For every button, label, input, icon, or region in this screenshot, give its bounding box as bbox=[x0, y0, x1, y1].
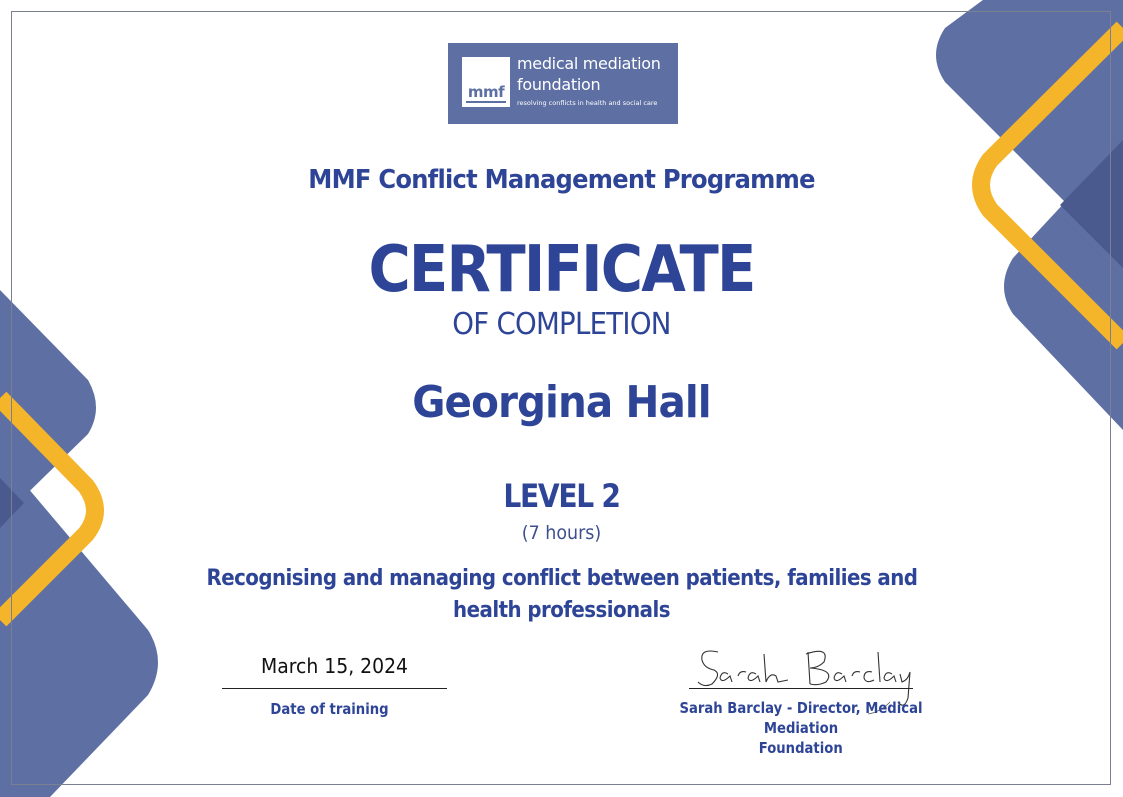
signatory-line2: Foundation bbox=[758, 739, 844, 757]
programme-title: MMF Conflict Management Programme bbox=[308, 165, 815, 195]
logo-mark-text: mmf bbox=[467, 83, 505, 101]
course-duration: (7 hours) bbox=[521, 522, 602, 544]
logo-mark-box bbox=[462, 57, 510, 107]
certificate-subtitle: OF COMPLETION bbox=[452, 307, 671, 342]
certificate-title: CERTIFICATE bbox=[368, 233, 755, 307]
course-description-line1: Recognising and managing conflict between patients, families and bbox=[206, 566, 917, 591]
date-underline bbox=[222, 688, 447, 689]
course-description bbox=[0, 563, 1123, 627]
date-label: Date of training bbox=[270, 700, 389, 718]
mmf-logo bbox=[448, 43, 678, 124]
signatory-label bbox=[640, 698, 962, 758]
logo-mark-underline bbox=[466, 101, 506, 103]
recipient-name: Georgina Hall bbox=[412, 377, 711, 428]
signatory-line1: Sarah Barclay - Director, Medical Mediation bbox=[679, 699, 923, 737]
logo-name-line1: medical mediation bbox=[517, 54, 661, 73]
training-date: March 15, 2024 bbox=[260, 654, 408, 678]
logo-tagline: resolving conflicts in health and social care bbox=[517, 99, 658, 107]
logo-name-line2: foundation bbox=[517, 75, 601, 94]
course-description-line2: health professionals bbox=[453, 598, 670, 623]
course-level: LEVEL 2 bbox=[503, 477, 620, 515]
signature-underline bbox=[689, 688, 913, 689]
